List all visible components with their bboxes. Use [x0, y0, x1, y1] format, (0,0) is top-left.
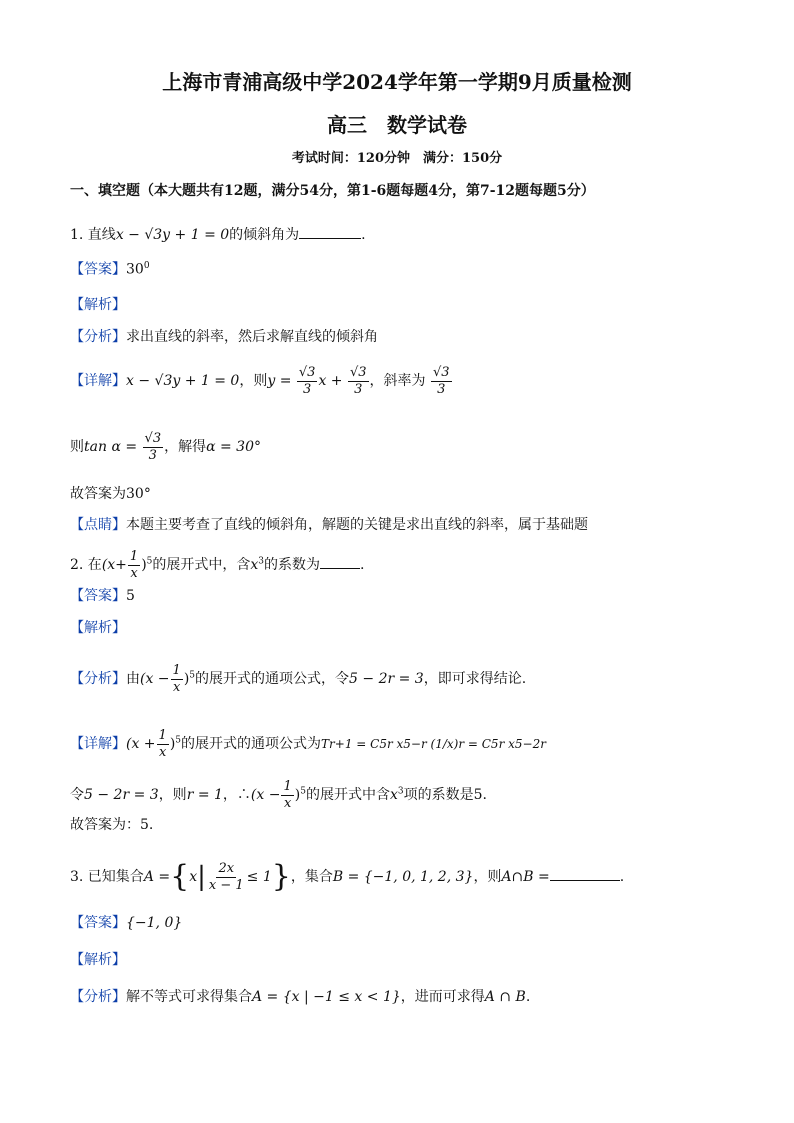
- q1-frac-3: $\frac{√3}{3}$: [433, 365, 450, 397]
- q1-conclusion: 故答案为30°: [70, 486, 151, 502]
- exam-meta: 考试时间：120分钟 满分：150分: [291, 151, 503, 166]
- q2-line-let: 令5 − 2r = 3，则r = 1，∴(x − $\frac{1}{x}$ )$^5$的展开式中含$x^3$项的系数是5.: [70, 779, 487, 811]
- q1-frac-1: $\frac{√3}{3}$: [298, 365, 316, 397]
- page-subtitle: 高三 数学试卷: [327, 113, 467, 137]
- q1-blank: [299, 225, 361, 239]
- q1-analysis-tag: 【解析】: [70, 297, 126, 313]
- q1-tan-line: 则tan α = $\frac{√3}{3}$ ，解得α = 30°: [70, 431, 261, 463]
- q1-answer: 【答案】$30^0$: [70, 261, 150, 278]
- q2-answer: 【答案】5: [70, 588, 135, 604]
- q3-frac: $\frac{2x}{x - 1}$: [208, 861, 244, 893]
- page-title: 上海市青浦高级中学2024学年第一学期9月质量检测: [162, 70, 632, 94]
- q2-stem: 2. 在(x+ $\frac{1}{x}$ )$^5$的展开式中，含$x^3$的系数为 .: [70, 549, 365, 581]
- section-heading: 一、填空题（本大题共有12题，满分54分，第1-6题每题4分，第7-12题每题5分）: [70, 183, 595, 199]
- q1-fenxi: 【分析】求出直线的斜率，然后求解直线的倾斜角: [70, 329, 378, 345]
- q3-fenxi: 【分析】解不等式可求得集合A = {x | −1 ≤ x < 1}，进而可求得A ∩ B.: [70, 989, 531, 1005]
- q2-general-term: Tr+1 = C5r x5−r (1/x)r = C5r x5−2r: [321, 737, 546, 752]
- q1-frac-2: $\frac{√3}{3}$: [349, 365, 367, 397]
- q2-analysis-tag: 【解析】: [70, 620, 126, 636]
- q3-answer: 【答案】{−1, 0}: [70, 915, 183, 931]
- q2-frac: $\frac{1}{x}$: [129, 549, 139, 581]
- q1-comment: 【点睛】本题主要考查了直线的倾斜角，解题的关键是求出直线的斜率，属于基础题: [70, 517, 588, 533]
- q2-detail: 【详解】(x + $\frac{1}{x}$ )$^5$的展开式的通项公式为Tr+1 = C5r x5−r (1/x)r = C5r x5−2r: [70, 728, 546, 760]
- q1-detail: 【详解】x − √3y + 1 = 0，则y = $\frac{√3}{3}$ x + $\frac{√3}{3}$ ，斜率为 $\frac{√3}{3}$: [70, 365, 450, 397]
- q3-stem: 3. 已知集合A ={x| $\frac{2x}{x - 1}$ ≤ 1}，集合B = {−1, 0, 1, 2, 3}，则A∩B = .: [70, 859, 625, 895]
- q2-fenxi: 【分析】由(x − $\frac{1}{x}$ )$^5$的展开式的通项公式，令5 − 2r = 3，即可求得结论.: [70, 663, 527, 695]
- q2-conclusion: 故答案为：5.: [70, 817, 154, 833]
- q2-blank: [320, 555, 360, 569]
- q3-blank: [550, 867, 620, 881]
- q3-analysis-tag: 【解析】: [70, 952, 126, 968]
- q1-stem: 1. 直线x − √3y + 1 = 0的倾斜角为 .: [70, 227, 366, 243]
- q1-frac-4: $\frac{√3}{3}$: [144, 431, 162, 463]
- q1-equation: x − √3y + 1 = 0: [115, 227, 230, 243]
